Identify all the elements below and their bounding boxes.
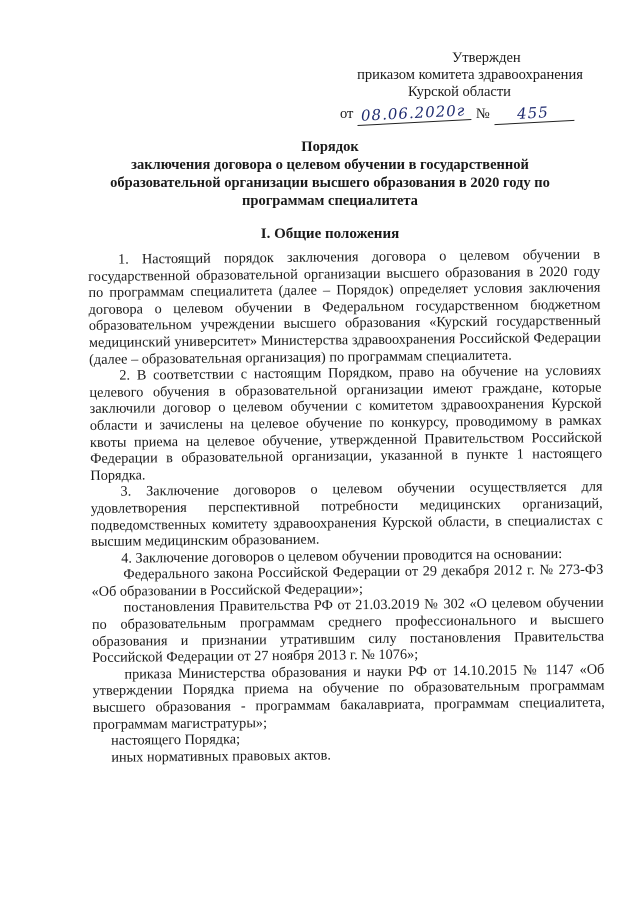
document-body	[88, 247, 605, 767]
paragraph-4: 4. Заключение договоров о целевом обучении проводится на основании:	[121, 545, 563, 567]
approval-stamp-block	[340, 50, 600, 123]
paragraph-2: 2. В соответствии с настоящим Порядком, право на обучение на условиях целевого обучения в образовательной организации имеют граждане, которые заключили договор о целевом обучении с комитетом здравоохранения Курской области и зачислены на целевое обучение по конкурсу, проводимому в рамках квоты приема на целевое обучение, утвержденной Правительством Российской Федерации в образовательной организации, указанной в пункте 1 настоящего Порядка.	[89, 362, 603, 484]
date-prefix: от	[340, 106, 354, 122]
paragraph-1: 1. Настоящий порядок заключения договора о целевом обучении в государственной образовательной организации высшего образования в 2020 году по программам специалитета (далее – Порядок) определяет условия заключения договора о целевом обучении в Федеральном государственном бюджетном образовательном учреждении высшего образования «Курский государственный медицинский университет» Министерства здравоохранения Российской Федерации (далее – образовательная организация) по программам специалитета.	[88, 246, 602, 368]
title-line-3: образовательной организации высшего образования в 2020 году по	[110, 175, 550, 191]
approval-line-order: приказом комитета здравоохранения	[357, 67, 583, 83]
section-heading: I. Общие положения	[260, 226, 400, 242]
basis-item-government-resolution: постановления Правительства РФ от 21.03.2019 № 302 «О целевом обучении по образовательным программам среднего профессионального и высшего образования и признании утратившим силу постановления Правительства Российской Федерации от 27 ноября 2013 г. № 1076»;	[91, 595, 605, 667]
handwritten-date: 08.06.2020г	[357, 102, 472, 126]
paragraph-3: 3. Заключение договоров о целевом обучении осуществляется для удовлетворения перспективной потребности медицинских организаций, подведомственных комитету здравоохранения Курской области, в специалистах с высшим медицинским образованием.	[90, 478, 603, 551]
approval-line-region: Курской области	[408, 84, 511, 100]
approval-date-number-row	[340, 101, 600, 125]
title-line-1: Порядок	[301, 139, 359, 155]
document-title	[70, 138, 590, 210]
approval-line-approved: Утвержден	[452, 50, 521, 66]
basis-item-federal-law: Федерального закона Российской Федерации от 29 декабря 2012 г. № 273-ФЗ «Об образовании в Российской Федерации»;	[91, 561, 604, 600]
title-line-4: программам специалитета	[242, 193, 418, 209]
basis-item-ministry-order: приказа Министерства образования и науки РФ от 14.10.2015 № 1147 «Об утверждении Порядка приема на обучение по образовательным программам высшего образования - программам бакалавриата, программам специалитета, программам магистратуры»;	[92, 661, 605, 733]
basis-item-this-procedure: настоящего Порядка;	[111, 731, 241, 750]
basis-item-other-acts: иных нормативных правовых актов.	[111, 747, 331, 766]
handwritten-number: 455	[493, 103, 574, 125]
title-line-2: заключения договора о целевом обучении в государственной	[131, 157, 529, 173]
number-prefix: №	[475, 106, 490, 122]
